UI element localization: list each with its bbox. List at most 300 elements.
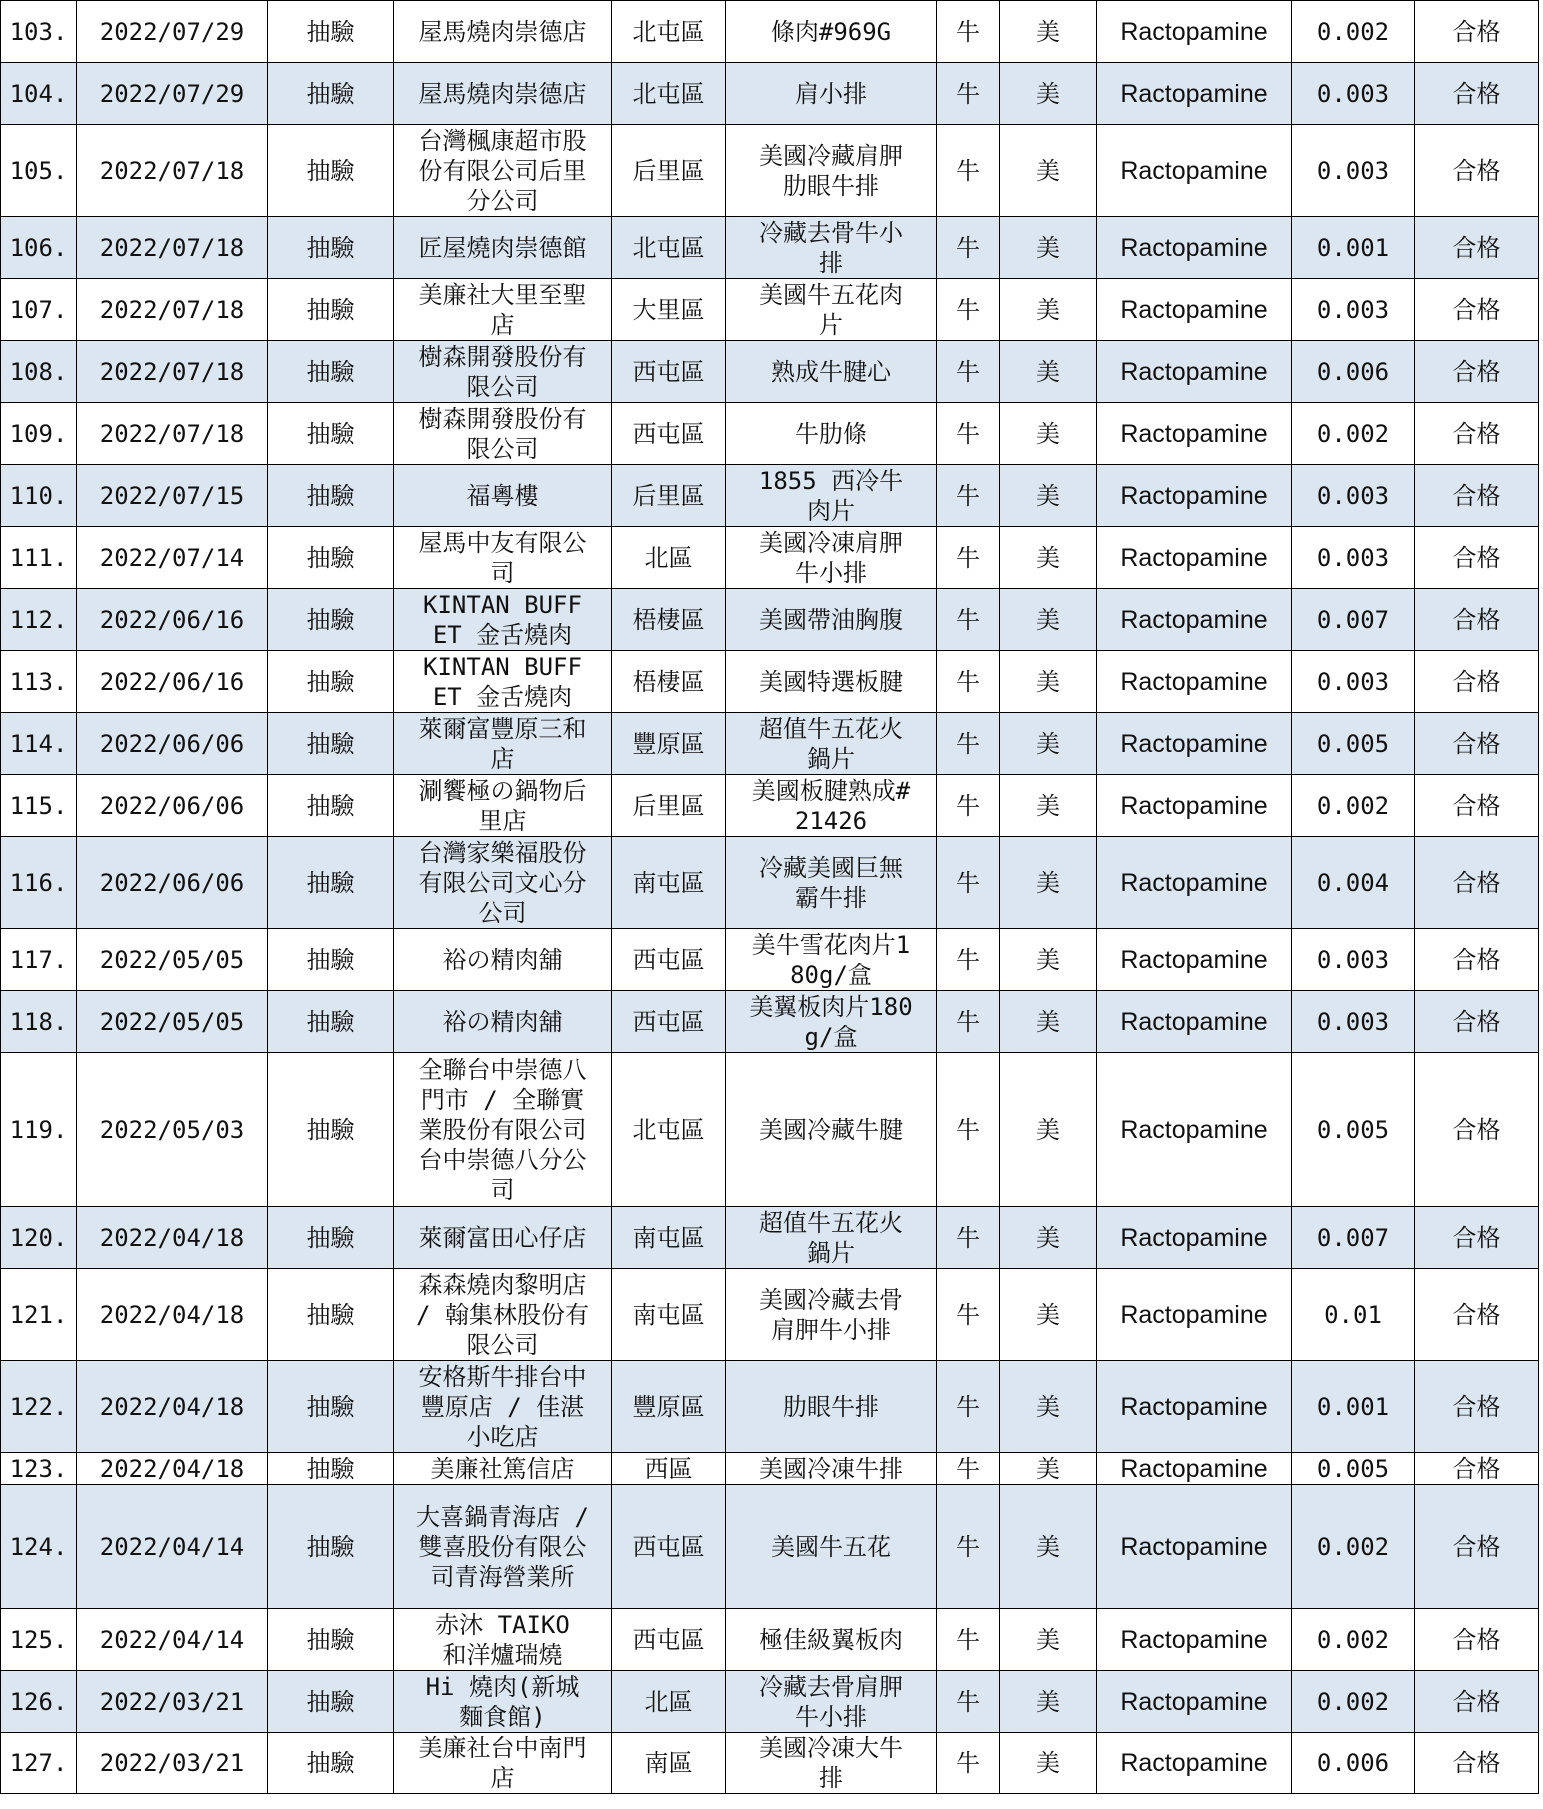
drug-name: Ractopamine [1097,1269,1292,1361]
sample-type: 抽驗 [268,991,394,1053]
sample-date: 2022/03/21 [77,1671,268,1733]
row-number: 124. [1,1485,77,1609]
result: 合格 [1415,125,1539,217]
sample-type: 抽驗 [268,1053,394,1207]
district: 南屯區 [612,837,726,929]
row-number: 114. [1,713,77,775]
origin: 美 [1000,403,1097,465]
district: 北屯區 [612,1,726,63]
sample-date: 2022/04/18 [77,1361,268,1453]
table-body [1,1,1539,1794]
sample-date: 2022/07/29 [77,63,268,125]
origin: 美 [1000,1207,1097,1269]
store-name: 匠屋燒肉崇德館 [394,217,612,279]
row-number: 109. [1,403,77,465]
origin: 美 [1000,1733,1097,1794]
result: 合格 [1415,1,1539,63]
store-name: 裕の精肉舖 [394,929,612,991]
district: 北屯區 [612,217,726,279]
store-name: 涮饗極の鍋物后里店 [394,775,612,837]
origin: 美 [1000,63,1097,125]
table-row [1,1,1539,63]
detected-value: 0.005 [1292,1453,1415,1485]
origin: 美 [1000,1053,1097,1207]
result: 合格 [1415,837,1539,929]
meat-type: 牛 [937,1269,1000,1361]
district: 西屯區 [612,991,726,1053]
product-name: 冷藏美國巨無霸牛排 [726,837,937,929]
store-name: 安格斯牛排台中豐原店 / 佳湛小吃店 [394,1361,612,1453]
meat-type: 牛 [937,1453,1000,1485]
table-row [1,837,1539,929]
product-name: 美國冷凍牛排 [726,1453,937,1485]
store-name: 美廉社台中南門店 [394,1733,612,1794]
sample-type: 抽驗 [268,465,394,527]
district: 南屯區 [612,1207,726,1269]
detected-value: 0.003 [1292,651,1415,713]
table-row [1,1485,1539,1609]
table-row [1,63,1539,125]
row-number: 117. [1,929,77,991]
sample-type: 抽驗 [268,1485,394,1609]
table-row [1,775,1539,837]
origin: 美 [1000,1671,1097,1733]
sample-date: 2022/06/06 [77,713,268,775]
store-name: 美廉社大里至聖店 [394,279,612,341]
result: 合格 [1415,63,1539,125]
meat-type: 牛 [937,125,1000,217]
table-row [1,651,1539,713]
origin: 美 [1000,1609,1097,1671]
origin: 美 [1000,929,1097,991]
store-name: 美廉社篤信店 [394,1453,612,1485]
sample-date: 2022/04/18 [77,1207,268,1269]
detected-value: 0.003 [1292,929,1415,991]
district: 西屯區 [612,403,726,465]
result: 合格 [1415,1671,1539,1733]
origin: 美 [1000,589,1097,651]
result: 合格 [1415,1207,1539,1269]
drug-name: Ractopamine [1097,1609,1292,1671]
origin: 美 [1000,1485,1097,1609]
meat-type: 牛 [937,589,1000,651]
table-row [1,1453,1539,1485]
sample-type: 抽驗 [268,1609,394,1671]
detected-value: 0.002 [1292,403,1415,465]
sample-date: 2022/06/16 [77,589,268,651]
drug-name: Ractopamine [1097,1485,1292,1609]
table-row [1,341,1539,403]
meat-type: 牛 [937,1207,1000,1269]
meat-type: 牛 [937,341,1000,403]
sample-type: 抽驗 [268,341,394,403]
drug-name: Ractopamine [1097,1,1292,63]
meat-type: 牛 [937,1053,1000,1207]
row-number: 120. [1,1207,77,1269]
district: 西屯區 [612,929,726,991]
detected-value: 0.005 [1292,713,1415,775]
sample-date: 2022/05/03 [77,1053,268,1207]
row-number: 123. [1,1453,77,1485]
meat-type: 牛 [937,1609,1000,1671]
row-number: 103. [1,1,77,63]
row-number: 108. [1,341,77,403]
district: 南屯區 [612,1269,726,1361]
drug-name: Ractopamine [1097,341,1292,403]
detected-value: 0.003 [1292,465,1415,527]
district: 梧棲區 [612,589,726,651]
result: 合格 [1415,465,1539,527]
result: 合格 [1415,775,1539,837]
district: 后里區 [612,125,726,217]
row-number: 121. [1,1269,77,1361]
drug-name: Ractopamine [1097,1671,1292,1733]
product-name: 美國冷凍肩胛牛小排 [726,527,937,589]
store-name: 赤沐 TAIKO 和洋爐瑞燒 [394,1609,612,1671]
row-number: 110. [1,465,77,527]
origin: 美 [1000,1,1097,63]
district: 豐原區 [612,1361,726,1453]
table-row [1,1269,1539,1361]
product-name: 冷藏去骨牛小排 [726,217,937,279]
product-name: 熟成牛腱心 [726,341,937,403]
row-number: 112. [1,589,77,651]
detected-value: 0.004 [1292,837,1415,929]
product-name: 牛肋條 [726,403,937,465]
result: 合格 [1415,403,1539,465]
sample-date: 2022/04/18 [77,1269,268,1361]
sample-date: 2022/03/21 [77,1733,268,1794]
result: 合格 [1415,1361,1539,1453]
detected-value: 0.002 [1292,1671,1415,1733]
sample-date: 2022/04/14 [77,1485,268,1609]
drug-name: Ractopamine [1097,991,1292,1053]
sample-date: 2022/06/06 [77,775,268,837]
detected-value: 0.003 [1292,527,1415,589]
detected-value: 0.006 [1292,1733,1415,1794]
row-number: 106. [1,217,77,279]
table-row [1,589,1539,651]
result: 合格 [1415,1733,1539,1794]
row-number: 119. [1,1053,77,1207]
table-row [1,403,1539,465]
table-row [1,527,1539,589]
origin: 美 [1000,217,1097,279]
result: 合格 [1415,527,1539,589]
sample-date: 2022/07/18 [77,125,268,217]
district: 北屯區 [612,63,726,125]
detected-value: 0.001 [1292,217,1415,279]
table-row [1,1671,1539,1733]
detected-value: 0.002 [1292,1,1415,63]
sample-type: 抽驗 [268,589,394,651]
sample-date: 2022/07/29 [77,1,268,63]
drug-name: Ractopamine [1097,279,1292,341]
sample-date: 2022/07/15 [77,465,268,527]
store-name: KINTAN BUFFET 金舌燒肉 [394,651,612,713]
meat-type: 牛 [937,713,1000,775]
store-name: KINTAN BUFFET 金舌燒肉 [394,589,612,651]
district: 西屯區 [612,341,726,403]
drug-name: Ractopamine [1097,651,1292,713]
table-row [1,929,1539,991]
store-name: 台灣楓康超市股份有限公司后里分公司 [394,125,612,217]
table-row [1,465,1539,527]
meat-type: 牛 [937,1485,1000,1609]
row-number: 118. [1,991,77,1053]
table-row [1,1053,1539,1207]
district: 南區 [612,1733,726,1794]
meat-type: 牛 [937,991,1000,1053]
detected-value: 0.006 [1292,341,1415,403]
result: 合格 [1415,217,1539,279]
meat-type: 牛 [937,63,1000,125]
sample-type: 抽驗 [268,713,394,775]
store-name: 福粵樓 [394,465,612,527]
detected-value: 0.003 [1292,63,1415,125]
store-name: Hi 燒肉(新城麵食館) [394,1671,612,1733]
result: 合格 [1415,1453,1539,1485]
row-number: 116. [1,837,77,929]
drug-name: Ractopamine [1097,465,1292,527]
sample-type: 抽驗 [268,217,394,279]
product-name: 美國牛五花 [726,1485,937,1609]
sample-date: 2022/06/06 [77,837,268,929]
product-name: 美國冷凍大牛排 [726,1733,937,1794]
product-name: 美國帶油胸腹 [726,589,937,651]
product-name: 條肉#969G [726,1,937,63]
store-name: 萊爾富豐原三和店 [394,713,612,775]
meat-type: 牛 [937,465,1000,527]
origin: 美 [1000,125,1097,217]
result: 合格 [1415,929,1539,991]
table-row [1,1609,1539,1671]
result: 合格 [1415,279,1539,341]
district: 西屯區 [612,1485,726,1609]
sample-date: 2022/06/16 [77,651,268,713]
origin: 美 [1000,465,1097,527]
drug-name: Ractopamine [1097,1207,1292,1269]
drug-name: Ractopamine [1097,403,1292,465]
result: 合格 [1415,1609,1539,1671]
table-row [1,1207,1539,1269]
sample-date: 2022/05/05 [77,929,268,991]
drug-name: Ractopamine [1097,125,1292,217]
detected-value: 0.002 [1292,1485,1415,1609]
drug-name: Ractopamine [1097,63,1292,125]
district: 后里區 [612,465,726,527]
origin: 美 [1000,279,1097,341]
table-row [1,1361,1539,1453]
sample-date: 2022/04/18 [77,1453,268,1485]
drug-name: Ractopamine [1097,929,1292,991]
store-name: 大喜鍋青海店 / 雙喜股份有限公司青海營業所 [394,1485,612,1609]
store-name: 台灣家樂福股份有限公司文心分公司 [394,837,612,929]
detected-value: 0.007 [1292,589,1415,651]
drug-name: Ractopamine [1097,713,1292,775]
detected-value: 0.003 [1292,991,1415,1053]
district: 豐原區 [612,713,726,775]
product-name: 美翼板肉片180g/盒 [726,991,937,1053]
drug-name: Ractopamine [1097,1053,1292,1207]
meat-type: 牛 [937,775,1000,837]
detected-value: 0.01 [1292,1269,1415,1361]
product-name: 冷藏去骨肩胛牛小排 [726,1671,937,1733]
store-name: 屋馬燒肉崇德店 [394,1,612,63]
product-name: 超值牛五花火鍋片 [726,713,937,775]
store-name: 樹森開發股份有限公司 [394,341,612,403]
sample-type: 抽驗 [268,775,394,837]
origin: 美 [1000,341,1097,403]
store-name: 裕の精肉舖 [394,991,612,1053]
store-name: 森森燒肉黎明店 / 翰集林股份有限公司 [394,1269,612,1361]
detected-value: 0.002 [1292,775,1415,837]
product-name: 1855 西冷牛肉片 [726,465,937,527]
detected-value: 0.001 [1292,1361,1415,1453]
result: 合格 [1415,589,1539,651]
origin: 美 [1000,775,1097,837]
sample-type: 抽驗 [268,1671,394,1733]
meat-type: 牛 [937,403,1000,465]
row-number: 107. [1,279,77,341]
drug-name: Ractopamine [1097,589,1292,651]
origin: 美 [1000,1453,1097,1485]
drug-name: Ractopamine [1097,1361,1292,1453]
district: 北區 [612,527,726,589]
table-row [1,1733,1539,1794]
result: 合格 [1415,341,1539,403]
product-name: 美國特選板腱 [726,651,937,713]
sample-date: 2022/07/18 [77,279,268,341]
sample-type: 抽驗 [268,651,394,713]
drug-name: Ractopamine [1097,217,1292,279]
store-name: 全聯台中崇德八門市 / 全聯實業股份有限公司台中崇德八分公司 [394,1053,612,1207]
sample-date: 2022/07/18 [77,341,268,403]
store-name: 屋馬中友有限公司 [394,527,612,589]
store-name: 樹森開發股份有限公司 [394,403,612,465]
drug-name: Ractopamine [1097,1733,1292,1794]
row-number: 127. [1,1733,77,1794]
district: 后里區 [612,775,726,837]
row-number: 111. [1,527,77,589]
meat-type: 牛 [937,837,1000,929]
store-name: 萊爾富田心仔店 [394,1207,612,1269]
detected-value: 0.007 [1292,1207,1415,1269]
sample-type: 抽驗 [268,1,394,63]
drug-name: Ractopamine [1097,527,1292,589]
meat-type: 牛 [937,1,1000,63]
meat-type: 牛 [937,217,1000,279]
origin: 美 [1000,1269,1097,1361]
meat-type: 牛 [937,1733,1000,1794]
table-row [1,279,1539,341]
row-number: 104. [1,63,77,125]
table-row [1,991,1539,1053]
row-number: 126. [1,1671,77,1733]
sample-type: 抽驗 [268,1733,394,1794]
sample-type: 抽驗 [268,403,394,465]
origin: 美 [1000,837,1097,929]
detected-value: 0.003 [1292,279,1415,341]
meat-type: 牛 [937,279,1000,341]
sample-type: 抽驗 [268,837,394,929]
sample-type: 抽驗 [268,125,394,217]
result: 合格 [1415,1485,1539,1609]
sample-type: 抽驗 [268,1207,394,1269]
detected-value: 0.002 [1292,1609,1415,1671]
sample-date: 2022/07/18 [77,403,268,465]
product-name: 美國冷藏肩胛肋眼牛排 [726,125,937,217]
district: 北屯區 [612,1053,726,1207]
product-name: 美國牛五花肉片 [726,279,937,341]
district: 西屯區 [612,1609,726,1671]
drug-name: Ractopamine [1097,837,1292,929]
table-row [1,125,1539,217]
result: 合格 [1415,651,1539,713]
sample-type: 抽驗 [268,279,394,341]
sample-date: 2022/05/05 [77,991,268,1053]
sample-date: 2022/07/18 [77,217,268,279]
district: 北區 [612,1671,726,1733]
table-row [1,713,1539,775]
sample-type: 抽驗 [268,1269,394,1361]
product-name: 美國冷藏去骨肩胛牛小排 [726,1269,937,1361]
product-name: 肋眼牛排 [726,1361,937,1453]
detected-value: 0.005 [1292,1053,1415,1207]
meat-type: 牛 [937,929,1000,991]
detected-value: 0.003 [1292,125,1415,217]
result: 合格 [1415,1269,1539,1361]
product-name: 美牛雪花肉片180g/盒 [726,929,937,991]
sample-type: 抽驗 [268,527,394,589]
drug-name: Ractopamine [1097,1453,1292,1485]
row-number: 115. [1,775,77,837]
result: 合格 [1415,991,1539,1053]
meat-type: 牛 [937,1671,1000,1733]
product-name: 美國板腱熟成#21426 [726,775,937,837]
meat-type: 牛 [937,651,1000,713]
district: 西區 [612,1453,726,1485]
origin: 美 [1000,713,1097,775]
store-name: 屋馬燒肉崇德店 [394,63,612,125]
origin: 美 [1000,991,1097,1053]
result: 合格 [1415,1053,1539,1207]
product-name: 美國冷藏牛腱 [726,1053,937,1207]
origin: 美 [1000,527,1097,589]
sample-type: 抽驗 [268,1453,394,1485]
origin: 美 [1000,651,1097,713]
sample-type: 抽驗 [268,63,394,125]
sample-type: 抽驗 [268,1361,394,1453]
district: 梧棲區 [612,651,726,713]
product-name: 極佳級翼板肉 [726,1609,937,1671]
district: 大里區 [612,279,726,341]
sample-date: 2022/07/14 [77,527,268,589]
row-number: 105. [1,125,77,217]
origin: 美 [1000,1361,1097,1453]
table-row [1,217,1539,279]
row-number: 125. [1,1609,77,1671]
result: 合格 [1415,713,1539,775]
sample-date: 2022/04/14 [77,1609,268,1671]
row-number: 113. [1,651,77,713]
row-number: 122. [1,1361,77,1453]
sample-type: 抽驗 [268,929,394,991]
drug-name: Ractopamine [1097,775,1292,837]
product-name: 肩小排 [726,63,937,125]
product-name: 超值牛五花火鍋片 [726,1207,937,1269]
meat-type: 牛 [937,527,1000,589]
